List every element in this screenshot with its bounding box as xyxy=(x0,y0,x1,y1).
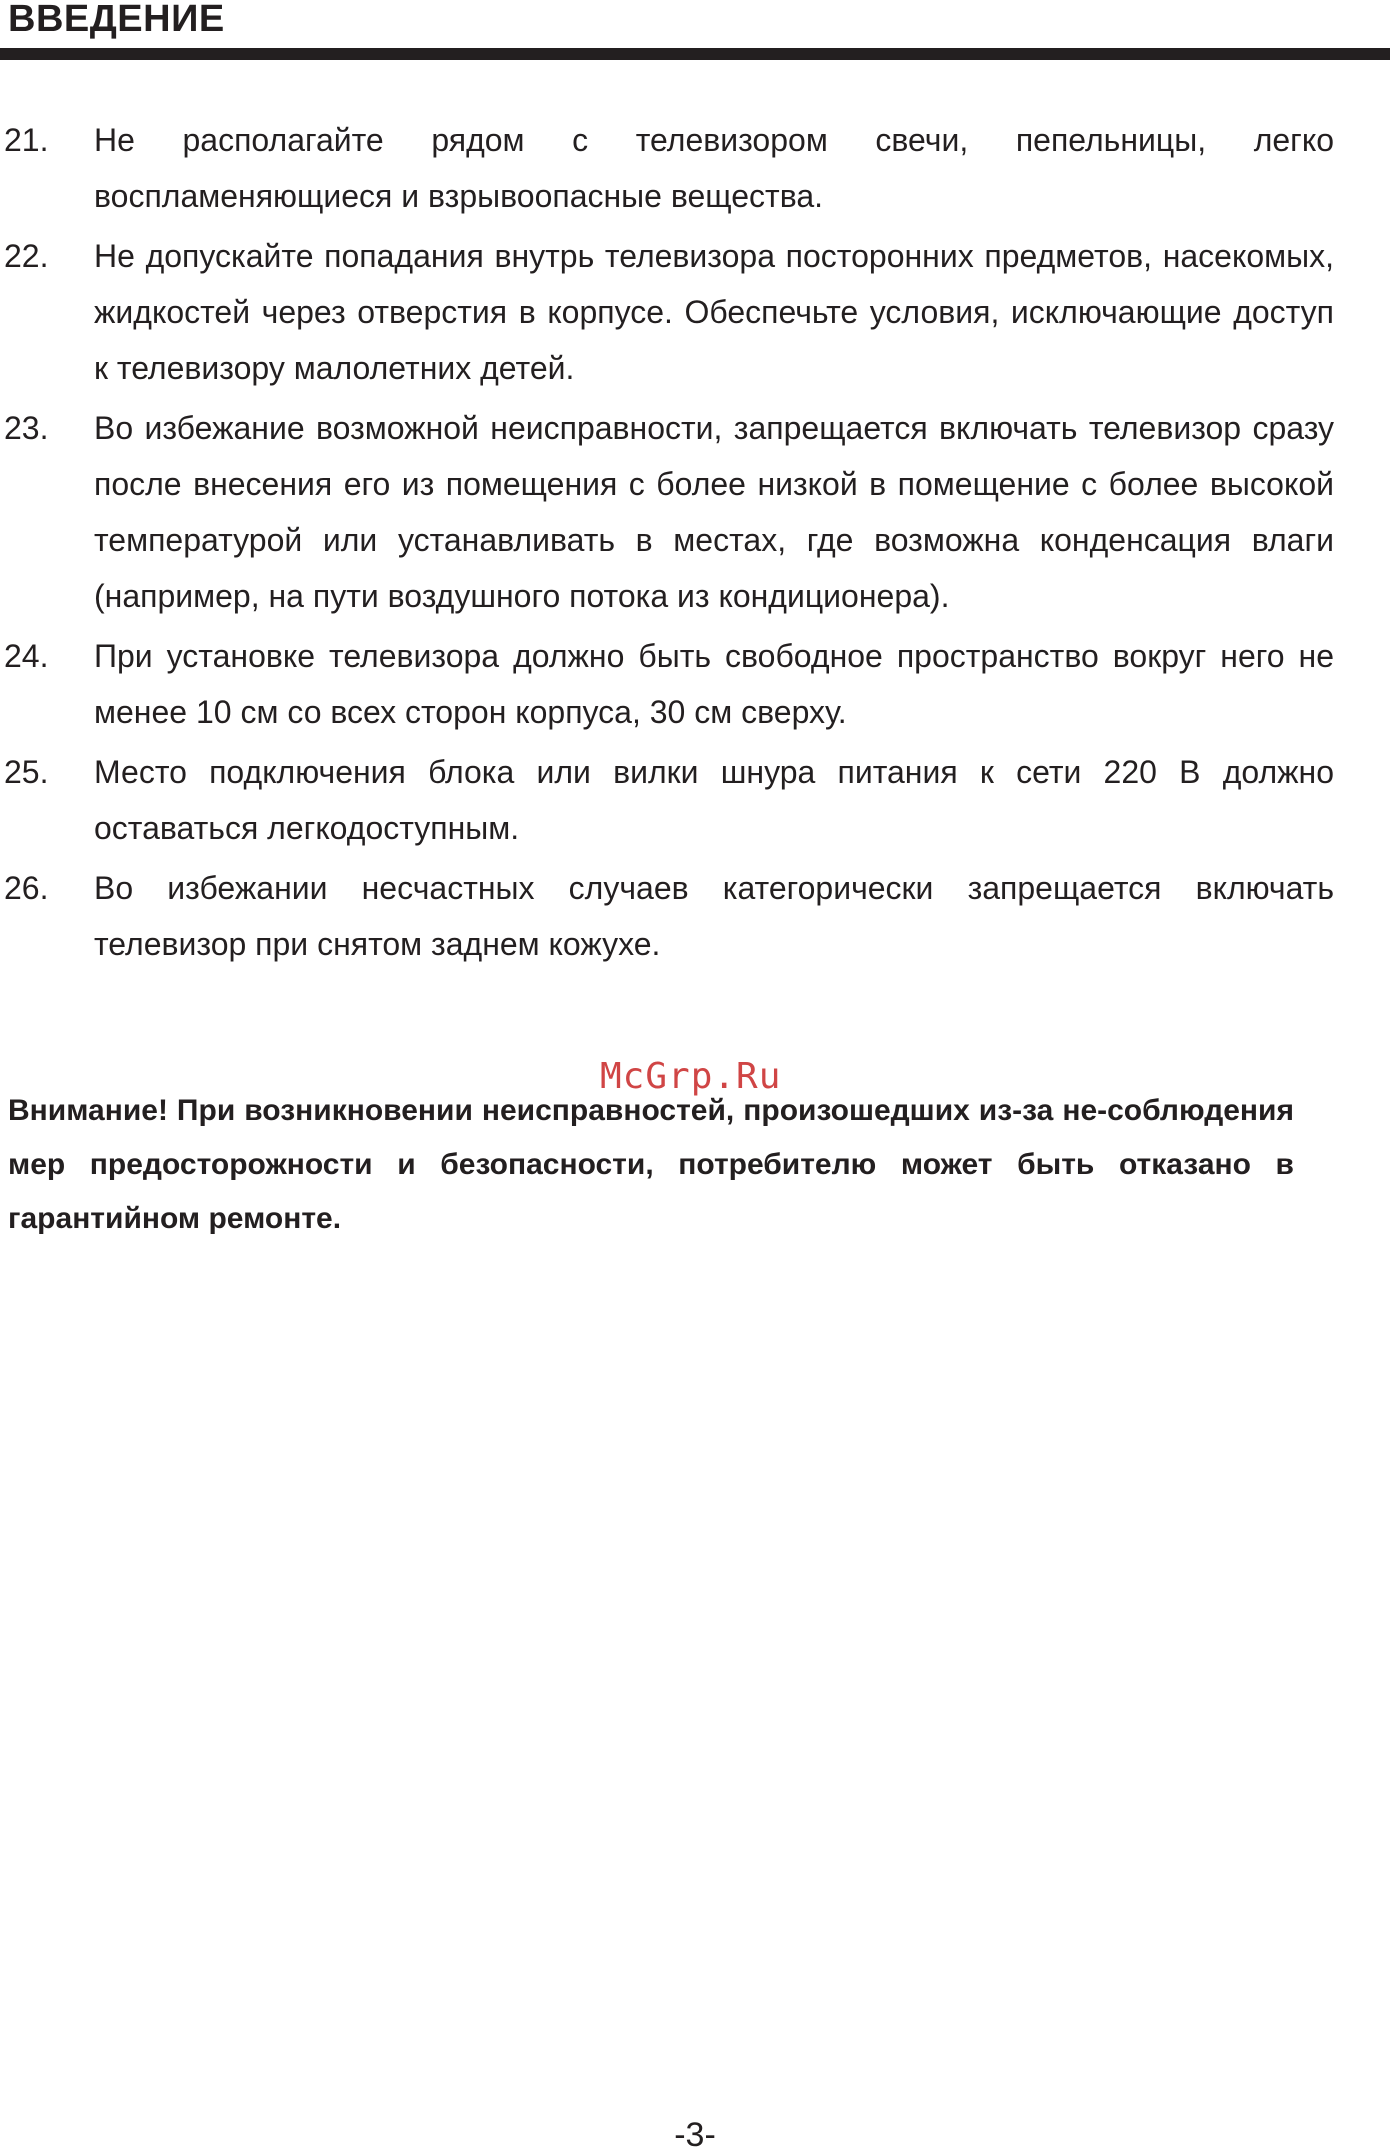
item-number: 25. xyxy=(4,754,49,790)
item-number: 26. xyxy=(4,870,49,906)
item-text: Не располагайте рядом с телевизором свечи, пепельницы, легко воспламеняющиеся и взрывоопасные вещества. xyxy=(94,122,1334,214)
safety-list xyxy=(0,112,1390,976)
item-number: 22. xyxy=(4,238,49,274)
header-rule xyxy=(0,48,1390,60)
item-number: 24. xyxy=(4,638,49,674)
item-text: Во избежании несчастных случаев категорически запрещается включать телевизор при снятом заднем кожухе. xyxy=(94,870,1334,962)
list-item xyxy=(0,228,1390,396)
item-text: Место подключения блока или вилки шнура питания к сети 220 В должно оставаться легкодоступным. xyxy=(94,754,1334,846)
list-item xyxy=(0,744,1390,856)
item-text: Не допускайте попадания внутрь телевизора посторонних предметов, насекомых, жидкостей через отверстия в корпусе. Обеспечьте условия, исключающие доступ к телевизору малолетних детей. xyxy=(94,238,1334,386)
list-item xyxy=(0,628,1390,740)
item-text: При установке телевизора должно быть свободное пространство вокруг него не менее 10 см со всех сторон корпуса, 30 см сверху. xyxy=(94,638,1334,730)
list-item xyxy=(0,860,1390,972)
watermark: McGrp.Ru xyxy=(600,1056,782,1097)
page-number: -3- xyxy=(674,2116,716,2154)
warning-note: Внимание! При возникновении неисправностей, произошедших из-за не-соблюдения мер предосторожности и безопасности, потребителю может быть отказано в гарантийном ремонте. xyxy=(8,1094,1294,1235)
item-number: 23. xyxy=(4,410,49,446)
item-number: 21. xyxy=(4,122,49,158)
item-text: Во избежание возможной неисправности, запрещается включать телевизор сразу после внесения его из помещения с более низкой в помещение с более высокой температурой или устанавливать в местах, где возможна конденсация влаги (например, на пути воздушного потока из кондиционера). xyxy=(94,410,1334,614)
list-item xyxy=(0,112,1390,224)
page-title: ВВЕДЕНИЕ xyxy=(8,0,225,40)
list-item xyxy=(0,400,1390,624)
